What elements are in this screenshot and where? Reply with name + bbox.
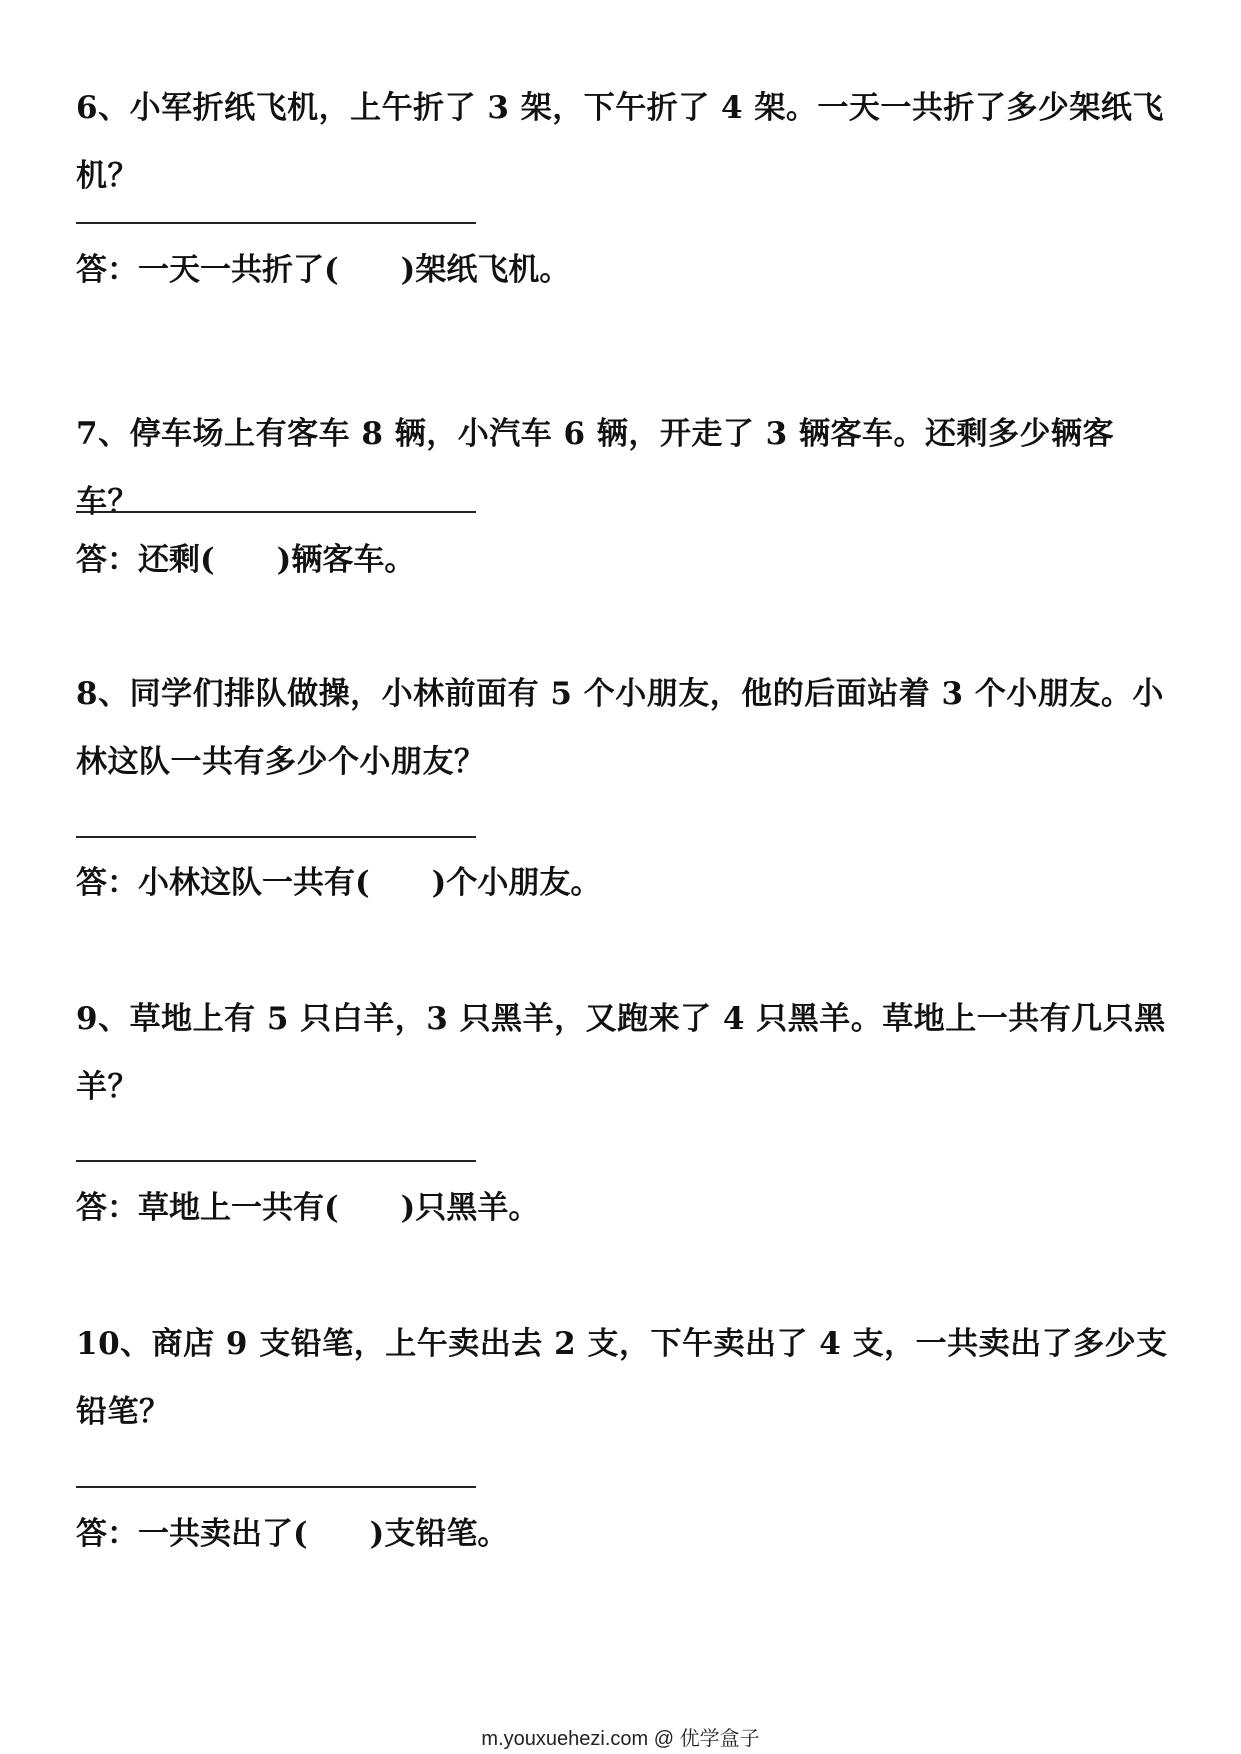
question-7-answer-prefix: 答：还剩( xyxy=(76,542,215,578)
question-9-text: 9、草地上有 5 只白羊，3 只黑羊，又跑来了 4 只黑羊。草地上一共有几只黑羊？ xyxy=(76,1001,1166,1105)
question-7-work-line xyxy=(76,511,476,513)
question-8-answer xyxy=(76,863,601,903)
question-6-answer-prefix: 答：一天一共折了( xyxy=(76,252,339,288)
question-9 xyxy=(76,985,1176,1245)
question-8 xyxy=(76,660,1176,920)
question-9-answer-prefix: 答：草地上一共有( xyxy=(76,1190,339,1226)
question-6 xyxy=(76,74,1176,334)
question-7 xyxy=(76,400,1176,600)
question-7-answer xyxy=(76,540,415,580)
question-10-answer-prefix: 答：一共卖出了( xyxy=(76,1516,308,1552)
question-8-work-line xyxy=(76,836,476,838)
question-10-work-line xyxy=(76,1486,476,1488)
question-10-answer xyxy=(76,1514,508,1554)
question-6-answer xyxy=(76,250,570,290)
question-10 xyxy=(76,1310,1176,1570)
question-7-answer-suffix: )辆客车。 xyxy=(276,542,416,578)
question-9-answer-suffix: )只黑羊。 xyxy=(400,1190,540,1226)
question-10-answer-suffix: )支铅笔。 xyxy=(369,1516,509,1552)
question-6-answer-suffix: )架纸飞机。 xyxy=(400,252,571,288)
footer-source: m.youxuehezi.com @ 优学盒子 xyxy=(481,1728,760,1750)
question-8-answer-suffix: )个小朋友。 xyxy=(431,865,602,901)
question-10-text: 10、商店 9 支铅笔，上午卖出去 2 支，下午卖出了 4 支，一共卖出了多少支铅笔？ xyxy=(76,1326,1168,1430)
question-8-answer-prefix: 答：小林这队一共有( xyxy=(76,865,370,901)
question-9-work-line xyxy=(76,1160,476,1162)
question-7-text: 7、停车场上有客车 8 辆，小汽车 6 辆，开走了 3 辆客车。还剩多少辆客车？ xyxy=(76,416,1115,520)
question-8-text: 8、同学们排队做操，小林前面有 5 个小朋友，他的后面站着 3 个小朋友。小林这队一共有多少个小朋友？ xyxy=(76,676,1164,780)
question-6-work-line xyxy=(76,222,476,224)
question-6-text: 6、小军折纸飞机，上午折了 3 架，下午折了 4 架。一天一共折了多少架纸飞机？ xyxy=(76,90,1164,194)
question-9-answer xyxy=(76,1188,539,1228)
